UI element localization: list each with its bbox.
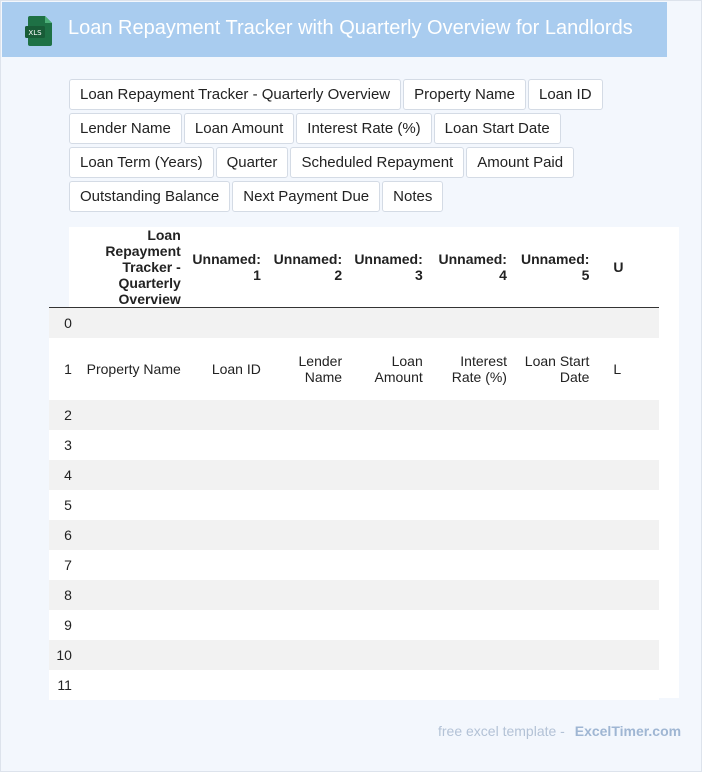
- table-cell: [78, 670, 187, 700]
- column-tag[interactable]: Property Name: [403, 79, 526, 110]
- table-cell: [187, 520, 267, 550]
- footer-prefix: free excel template -: [438, 723, 565, 739]
- table-row: [49, 520, 659, 550]
- table-cell: [78, 400, 187, 430]
- table-cell: [187, 460, 267, 490]
- table-cell: [78, 460, 187, 490]
- row-index: 0: [64, 314, 72, 331]
- table-cell: [187, 640, 267, 670]
- column-tag[interactable]: Loan Amount: [184, 113, 294, 144]
- column-header: Unnamed: 5: [513, 227, 595, 308]
- table-cell: [513, 550, 595, 580]
- table-cell: [429, 550, 513, 580]
- table-cell: [595, 460, 659, 490]
- page-title: Loan Repayment Tracker with Quarterly Overview for Landlords: [68, 17, 633, 39]
- table-row: [49, 550, 659, 580]
- column-tags: [69, 79, 609, 212]
- table-cell: [267, 308, 348, 338]
- row-index: 10: [56, 646, 72, 663]
- table-row: [49, 338, 659, 400]
- table-cell: [78, 430, 187, 460]
- table-cell: [429, 610, 513, 640]
- data-table: [49, 227, 659, 700]
- column-tag[interactable]: Lender Name: [69, 113, 182, 144]
- table-cell: [267, 550, 348, 580]
- column-header: Loan Repayment Tracker - Quarterly Overview: [78, 227, 187, 308]
- table-cell: [595, 308, 659, 338]
- column-tag[interactable]: Loan Term (Years): [69, 147, 214, 178]
- table-cell: [187, 550, 267, 580]
- table-cell: [78, 308, 187, 338]
- table-cell: [513, 400, 595, 430]
- table-cell: [267, 640, 348, 670]
- row-index: 5: [64, 496, 72, 513]
- table-cell: [595, 580, 659, 610]
- row-index: 3: [64, 436, 72, 453]
- table-cell: [187, 430, 267, 460]
- column-tag[interactable]: Loan Repayment Tracker - Quarterly Overview: [69, 79, 401, 110]
- table-cell: [348, 490, 429, 520]
- table-cell: [78, 610, 187, 640]
- table-cell: [267, 490, 348, 520]
- column-tag[interactable]: Amount Paid: [466, 147, 574, 178]
- table-row: [49, 308, 659, 338]
- table-cell: [513, 490, 595, 520]
- table-cell: [429, 670, 513, 700]
- table-cell: [267, 460, 348, 490]
- table-cell: [513, 610, 595, 640]
- column-tag[interactable]: Scheduled Repayment: [290, 147, 464, 178]
- table-cell: [267, 520, 348, 550]
- table-cell: [78, 580, 187, 610]
- row-index: 2: [64, 406, 72, 423]
- table-cell: [267, 610, 348, 640]
- table-cell: [595, 430, 659, 460]
- table-cell: [513, 580, 595, 610]
- table-cell: [348, 610, 429, 640]
- table-cell: [348, 308, 429, 338]
- table-cell: [595, 670, 659, 700]
- table-cell: [348, 640, 429, 670]
- table-cell: [513, 640, 595, 670]
- column-tag[interactable]: Notes: [382, 181, 443, 212]
- row-index: 8: [64, 586, 72, 603]
- table-cell: [267, 580, 348, 610]
- page-header: [2, 2, 667, 57]
- table-cell: [595, 520, 659, 550]
- table-cell: [187, 610, 267, 640]
- table-cell: [513, 460, 595, 490]
- table-cell: [429, 580, 513, 610]
- table-cell: [78, 520, 187, 550]
- column-tag[interactable]: Loan ID: [528, 79, 603, 110]
- table-cell: [429, 490, 513, 520]
- table-cell: [429, 430, 513, 460]
- table-cell: [187, 400, 267, 430]
- table-cell: [348, 400, 429, 430]
- table-cell: [348, 580, 429, 610]
- column-header: Unnamed: 3: [348, 227, 429, 308]
- footer-brand-link[interactable]: ExcelTimer.com: [574, 723, 682, 739]
- row-index: 6: [64, 526, 72, 543]
- row-index: 7: [64, 556, 72, 573]
- row-index: 1: [64, 360, 72, 377]
- table-cell: [513, 520, 595, 550]
- column-header: [49, 227, 78, 308]
- table-cell: [513, 308, 595, 338]
- data-table-viewport[interactable]: [56, 227, 679, 698]
- table-cell: [78, 550, 187, 580]
- table-cell: Loan Start Date: [524, 352, 590, 385]
- table-cell: Property Name: [86, 360, 181, 377]
- table-cell: [187, 490, 267, 520]
- footer-credit: [438, 723, 681, 739]
- column-header: Unnamed: 4: [429, 227, 513, 308]
- column-tag[interactable]: Next Payment Due: [232, 181, 380, 212]
- table-row: [49, 490, 659, 520]
- table-cell: [187, 580, 267, 610]
- table-row: [49, 640, 659, 670]
- table-cell: [78, 640, 187, 670]
- table-cell: [429, 308, 513, 338]
- column-header: Unnamed: 2: [267, 227, 348, 308]
- table-cell: [595, 400, 659, 430]
- row-index: 11: [57, 676, 72, 693]
- table-cell: [348, 550, 429, 580]
- row-index: 4: [64, 466, 72, 483]
- column-tag[interactable]: Loan Start Date: [434, 113, 561, 144]
- table-cell: [429, 460, 513, 490]
- table-cell: [348, 670, 429, 700]
- column-tag[interactable]: Quarter: [216, 147, 289, 178]
- table-cell: [595, 490, 659, 520]
- table-cell: [187, 670, 267, 700]
- table-cell: Loan Amount: [374, 352, 423, 385]
- table-header-row: [49, 227, 659, 308]
- svg-text:XLS: XLS: [28, 29, 42, 37]
- column-header: Unnamed: 1: [187, 227, 267, 308]
- table-cell: [267, 670, 348, 700]
- column-tag[interactable]: Outstanding Balance: [69, 181, 230, 212]
- table-cell: [513, 430, 595, 460]
- table-cell: [429, 400, 513, 430]
- table-row: [49, 580, 659, 610]
- table-row: [49, 670, 659, 700]
- xls-file-icon: [25, 16, 53, 46]
- table-row: [49, 430, 659, 460]
- table-cell: Loan ID: [211, 360, 261, 377]
- table-cell: [595, 640, 659, 670]
- table-cell: [267, 400, 348, 430]
- table-row: [49, 610, 659, 640]
- table-cell: [429, 640, 513, 670]
- row-index: 9: [64, 616, 72, 633]
- table-cell: [348, 460, 429, 490]
- table-cell: L: [613, 360, 622, 377]
- table-cell: [348, 520, 429, 550]
- table-cell: Interest Rate (%): [451, 352, 507, 385]
- table-cell: [429, 520, 513, 550]
- column-header: U: [595, 227, 659, 308]
- table-cell: [348, 430, 429, 460]
- column-tag[interactable]: Interest Rate (%): [296, 113, 431, 144]
- table-cell: [78, 490, 187, 520]
- table-cell: Lender Name: [298, 352, 343, 385]
- table-row: [49, 400, 659, 430]
- table-row: [49, 460, 659, 490]
- table-cell: [267, 430, 348, 460]
- table-cell: [187, 308, 267, 338]
- table-cell: [595, 550, 659, 580]
- table-cell: [513, 670, 595, 700]
- table-cell: [595, 610, 659, 640]
